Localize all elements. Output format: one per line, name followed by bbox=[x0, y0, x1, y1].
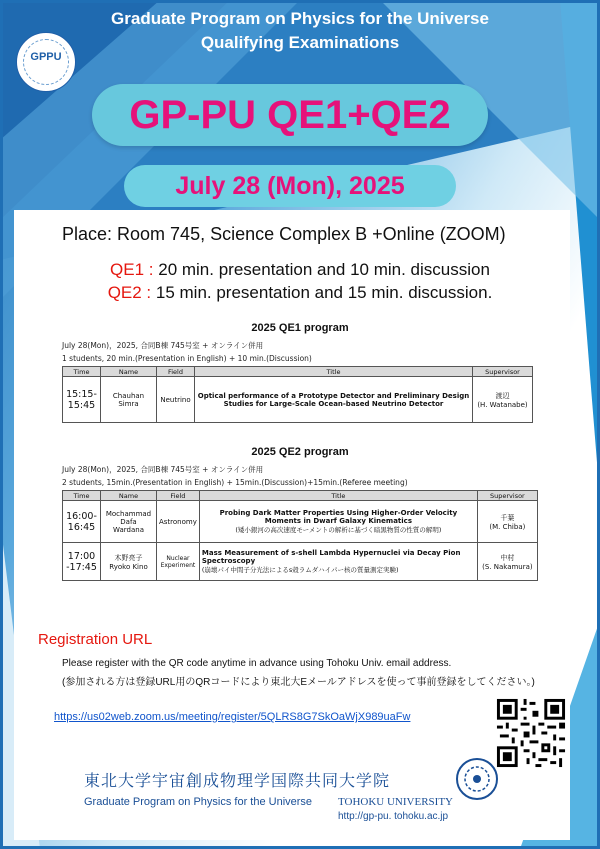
column-header: Time bbox=[63, 491, 101, 501]
title-cell: Mass Measurement of s-shell Lambda Hypernuclei via Decay Pion Spectroscopy (崩壊パイ中間子分光法によるs殻ラムダハイパー核の質量測定実験) bbox=[199, 543, 477, 581]
place-line: Place: Room 745, Science Complex B +Online (ZOOM) bbox=[62, 224, 506, 244]
column-header: Field bbox=[157, 367, 195, 377]
supervisor-cell: 渡辺 (H. Watanabe) bbox=[473, 377, 533, 423]
column-header: Name bbox=[101, 367, 157, 377]
title-cell: Probing Dark Matter Properties Using Higher-Order Velocity Moments in Dwarf Galaxy Kinematics (矮小銀河の高次速度モーメントの解析に基づく暗黒物質の性質の解明) bbox=[199, 501, 477, 543]
time-cell: 15:15- 15:45 bbox=[63, 377, 101, 423]
field-cell: Nuclear Experiment bbox=[157, 543, 200, 581]
column-header: Title bbox=[195, 367, 473, 377]
qe1-program-title: 2025 QE1 program bbox=[251, 322, 349, 334]
column-header: Time bbox=[63, 367, 101, 377]
supervisor-cell: 千葉 (M. Chiba) bbox=[477, 501, 537, 543]
registration-heading: Registration URL bbox=[38, 631, 153, 648]
qe1-label: QE1 : bbox=[110, 260, 154, 279]
time-cell: 16:00- 16:45 bbox=[63, 501, 101, 543]
event-date: July 28 (Mon), 2025 bbox=[175, 172, 405, 200]
qe2-program-title: 2025 QE2 program bbox=[251, 446, 349, 458]
registration-instructions-jp: (参加される方は登録URL用のQRコードにより東北大Eメールアドレスを使って事前登録をしてください。) bbox=[62, 677, 535, 688]
name-cell: Mochammad Dafa Wardana bbox=[101, 501, 157, 543]
qe2-program-date: July 28(Mon)，2025, 合同B棟 745号室 + オンライン併用 bbox=[62, 465, 264, 474]
registration-link[interactable]: https://us02web.zoom.us/meeting/register/5QLRS8G7SkOaWjX989uaFw bbox=[54, 711, 411, 723]
qe1-text: 20 min. presentation and 10 min. discussion bbox=[153, 260, 490, 279]
column-header: Name bbox=[101, 491, 157, 501]
qe1-program-date: July 28(Mon)，2025, 合同B棟 745号室 + オンライン併用 bbox=[62, 341, 264, 350]
column-header: Field bbox=[157, 491, 200, 501]
qe2-text: 15 min. presentation and 15 min. discussion. bbox=[151, 283, 493, 302]
column-header: Supervisor bbox=[473, 367, 533, 377]
title-cell: Optical performance of a Prototype Detector and Preliminary Design Studies for Large-Scale Ocean-based Neutrino Detector bbox=[195, 377, 473, 423]
qe2-label: QE2 : bbox=[107, 283, 152, 302]
time-cell: 17:00 -17:45 bbox=[63, 543, 101, 581]
main-title: GP-PU QE1+QE2 bbox=[129, 93, 451, 137]
footer-program-name: Graduate Program on Physics for the Universe bbox=[84, 796, 313, 808]
registration-instructions-en: Please register with the QR code anytime in advance using Tohoku Univ. email address. bbox=[62, 658, 452, 669]
footer-url: http://gp-pu. tohoku.ac.jp bbox=[338, 811, 449, 822]
logo-text: GPPU bbox=[30, 51, 62, 63]
field-cell: Neutrino bbox=[157, 377, 195, 423]
name-cell: 木野亮子 Ryoko Kino bbox=[101, 543, 157, 581]
column-header: Supervisor bbox=[477, 491, 537, 501]
field-cell: Astronomy bbox=[157, 501, 200, 543]
supervisor-cell: 中村 (S. Nakamura) bbox=[477, 543, 537, 581]
footer-japanese-name: 東北大学宇宙創成物理学国際共同大学院 bbox=[84, 771, 391, 790]
column-header: Title bbox=[199, 491, 477, 501]
header-exam-title: Qualifying Examinations bbox=[200, 33, 400, 52]
qe2-program-format: 2 students, 15min.(Presentation in English) + 15min.(Discussion)+15min.(Referee meeting) bbox=[62, 478, 408, 487]
header-program-title: Graduate Program on Physics for the Universe bbox=[111, 9, 489, 28]
name-cell: Chauhan Simra bbox=[101, 377, 157, 423]
qe1-program-format: 1 students, 20 min.(Presentation in English) + 10 min.(Discussion) bbox=[62, 354, 312, 363]
footer-university-name: TOHOKU UNIVERSITY bbox=[338, 796, 453, 808]
